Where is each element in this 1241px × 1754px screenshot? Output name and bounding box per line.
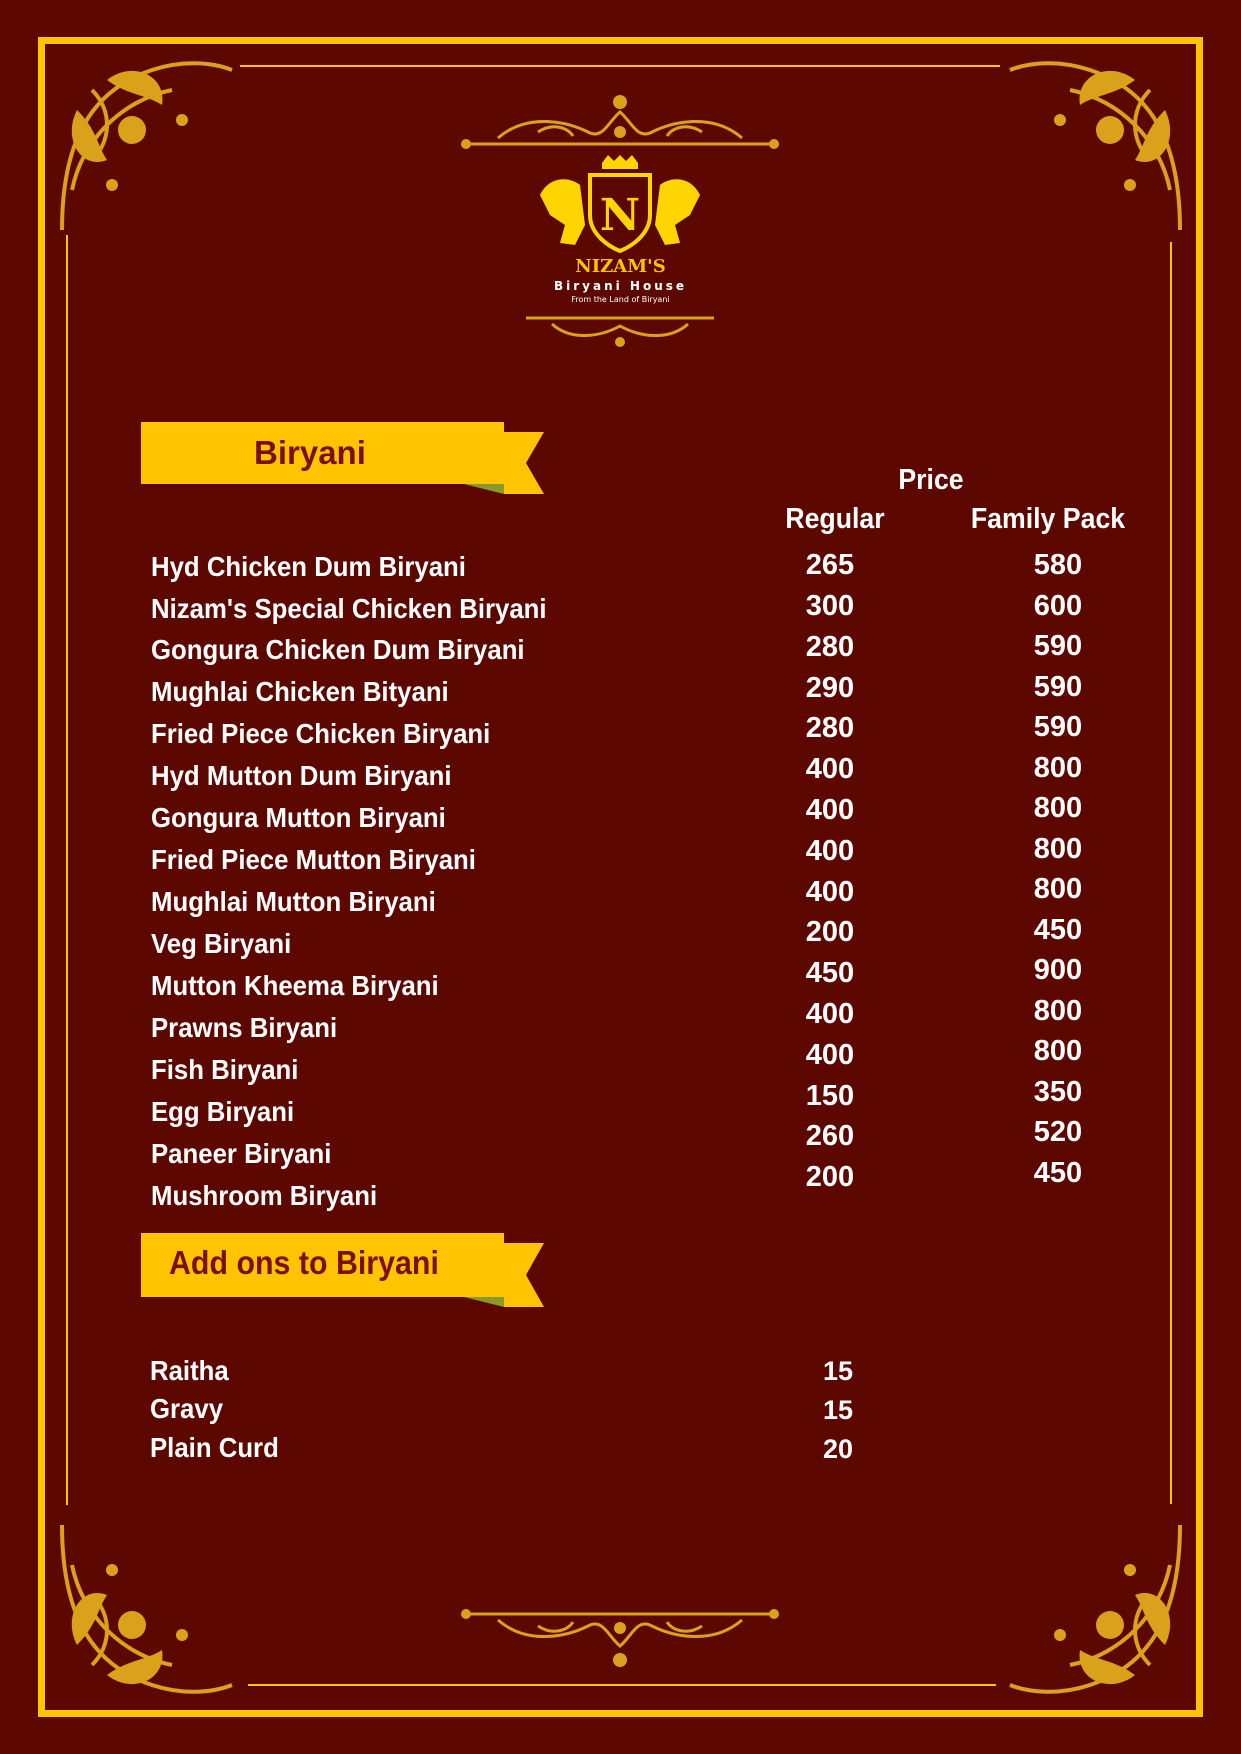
regular-price: 150 xyxy=(805,1080,855,1112)
logo-monogram: N xyxy=(599,190,641,241)
addons-section-title: Add ons to Biryani xyxy=(169,1244,439,1281)
menu-item-name: Mushroom Biryani xyxy=(151,1180,378,1211)
family-pack-price: 800 xyxy=(1033,873,1083,905)
regular-price: 400 xyxy=(805,1039,855,1071)
regular-price: 200 xyxy=(805,1161,855,1193)
regular-price: 400 xyxy=(805,753,855,785)
regular-price: 280 xyxy=(805,712,855,744)
regular-price: 265 xyxy=(805,549,855,581)
family-pack-price: 450 xyxy=(1033,1157,1083,1189)
family-pack-column-header: Family Pack xyxy=(970,503,1126,535)
family-pack-price: 800 xyxy=(1033,1035,1083,1067)
menu-item-name: Mughlai Chicken Bityani xyxy=(151,676,449,707)
menu-item-name: Fried Piece Chicken Biryani xyxy=(151,718,491,749)
menu-item-name: Nizam's Special Chicken Biryani xyxy=(151,593,547,624)
corner-ornament-bottom-left xyxy=(52,1515,242,1705)
family-pack-price: 800 xyxy=(1033,995,1083,1027)
bottom-flourish-ornament xyxy=(458,1606,782,1672)
family-pack-price: 580 xyxy=(1033,549,1083,581)
menu-item-name: Fried Piece Mutton Biryani xyxy=(151,844,476,875)
family-pack-price: 590 xyxy=(1033,711,1083,743)
menu-item-name: Gongura Mutton Biryani xyxy=(151,802,446,833)
bottom-rule xyxy=(248,1684,996,1686)
biryani-section-title: Biryani xyxy=(254,434,366,471)
regular-price: 280 xyxy=(805,631,855,663)
biryani-section-ribbon xyxy=(141,422,504,484)
menu-item-name: Hyd Mutton Dum Biryani xyxy=(151,760,452,791)
top-rule xyxy=(240,65,1000,67)
regular-price: 260 xyxy=(805,1120,855,1152)
brand-subtitle: Biryani House xyxy=(553,279,688,293)
regular-price: 400 xyxy=(805,835,855,867)
menu-item-name: Gongura Chicken Dum Biryani xyxy=(151,634,525,665)
family-pack-price: 800 xyxy=(1033,833,1083,865)
menu-item-name: Prawns Biryani xyxy=(151,1012,338,1043)
nizams-crest-logo xyxy=(530,155,710,265)
price-header: Price xyxy=(898,464,964,496)
corner-ornament-bottom-right xyxy=(1000,1515,1190,1705)
addons-section-ribbon xyxy=(141,1233,504,1297)
regular-price: 400 xyxy=(805,794,855,826)
addon-item-name: Plain Curd xyxy=(150,1432,279,1463)
corner-ornament-top-right xyxy=(1000,50,1190,240)
addon-item-name: Raitha xyxy=(150,1355,229,1386)
menu-item-name: Egg Biryani xyxy=(151,1096,295,1127)
family-pack-price: 800 xyxy=(1033,752,1083,784)
right-rule xyxy=(1170,242,1172,1504)
menu-item-name: Mutton Kheema Biryani xyxy=(151,970,439,1001)
family-pack-price: 900 xyxy=(1033,954,1083,986)
addon-price: 15 xyxy=(822,1395,854,1425)
menu-item-name: Hyd Chicken Dum Biryani xyxy=(151,551,466,582)
addon-price: 15 xyxy=(822,1356,854,1386)
addon-price: 20 xyxy=(822,1434,854,1464)
regular-price: 200 xyxy=(805,916,855,948)
family-pack-price: 520 xyxy=(1033,1116,1083,1148)
regular-price: 450 xyxy=(805,957,855,989)
corner-ornament-top-left xyxy=(52,50,242,240)
menu-item-name: Fish Biryani xyxy=(151,1054,299,1085)
addon-item-name: Gravy xyxy=(150,1393,224,1424)
left-rule xyxy=(66,235,68,1505)
logo-bottom-flourish xyxy=(522,312,718,352)
family-pack-price: 590 xyxy=(1033,671,1083,703)
brand-tagline: From the Land of Biryani xyxy=(571,295,670,304)
regular-column-header: Regular xyxy=(785,503,885,535)
family-pack-price: 800 xyxy=(1033,792,1083,824)
brand-name: NIZAM'S xyxy=(575,256,666,277)
family-pack-price: 600 xyxy=(1033,590,1083,622)
menu-item-name: Veg Biryani xyxy=(151,928,292,959)
family-pack-price: 450 xyxy=(1033,914,1083,946)
family-pack-price: 590 xyxy=(1033,630,1083,662)
regular-price: 300 xyxy=(805,590,855,622)
menu-item-name: Mughlai Mutton Biryani xyxy=(151,886,436,917)
menu-item-name: Paneer Biryani xyxy=(151,1138,332,1169)
regular-price: 400 xyxy=(805,998,855,1030)
top-flourish-ornament xyxy=(458,92,782,158)
family-pack-price: 350 xyxy=(1033,1076,1083,1108)
regular-price: 290 xyxy=(805,672,855,704)
regular-price: 400 xyxy=(805,876,855,908)
